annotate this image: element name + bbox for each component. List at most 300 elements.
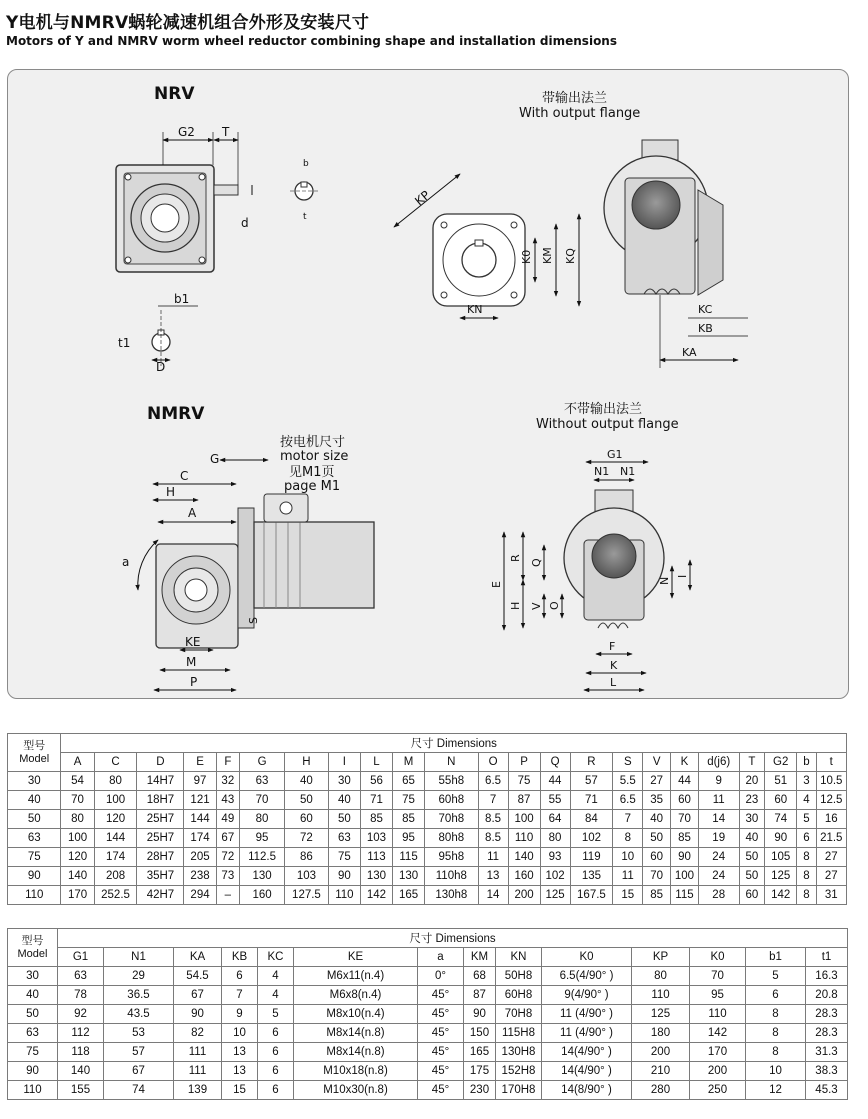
table-cell: 64 [540,810,570,829]
table-cell: 90 [464,1005,496,1024]
table-cell: 4 [258,967,294,986]
table-cell: 294 [184,886,216,905]
table-cell: 5 [797,810,816,829]
table-cell: 6 [797,829,816,848]
table-cell: 110 [508,829,540,848]
bore-keyway-detail [152,310,170,366]
table-cell: 7 [222,986,258,1005]
table-cell: 210 [632,1062,690,1081]
dim-label-E: E [490,581,503,588]
table-cell: 80 [240,810,285,829]
table-cell: 50 [328,810,360,829]
model-cell: 110 [8,886,61,905]
table-cell: 110h8 [425,867,478,886]
table2-col-header: N1 [104,948,174,967]
table-cell: 103 [285,867,329,886]
table-cell: 5 [258,1005,294,1024]
table-cell: 50 [739,867,765,886]
table-cell: 150 [464,1024,496,1043]
table1-col-header: G [240,753,285,772]
table-cell: 125 [765,867,797,886]
without-flange-caption-cn: 不带输出法兰 [564,402,643,417]
table-cell: 6 [222,967,258,986]
table-cell: 100 [508,810,540,829]
technical-drawing [8,70,848,698]
table-cell: 82 [174,1024,222,1043]
dim-label-G2: G2 [178,125,195,139]
table1-model-header [8,734,61,772]
table-cell: 6 [258,1043,294,1062]
table-cell: 90 [174,1005,222,1024]
dim-label-C: C [180,469,189,483]
table-cell: 45° [418,986,464,1005]
table-cell: 43.5 [104,1005,174,1024]
table-cell: 100 [61,829,94,848]
table-cell: 6.5 [613,791,643,810]
table-cell: 45° [418,1081,464,1100]
table-cell: 50H8 [496,967,542,986]
table-cell: 8 [613,829,643,848]
table1-col-header: t [816,753,846,772]
model-cell: 30 [8,967,58,986]
table-cell: 93 [540,848,570,867]
table-cell: 40 [643,810,671,829]
table1-col-header: L [360,753,392,772]
dim-label-Q: Q [530,558,543,567]
table-cell: 85 [671,829,699,848]
table-cell: 70 [690,967,746,986]
table-cell: M8x14(n.8) [294,1043,418,1062]
table-cell: 100 [671,867,699,886]
table1-col-header: V [643,753,671,772]
table-cell: 15 [222,1081,258,1100]
table-cell: 4 [797,791,816,810]
table-cell: 144 [94,829,137,848]
table-cell: 49 [216,810,240,829]
dim-label-V: V [530,602,543,610]
table-cell: 205 [184,848,216,867]
table-cell: 174 [184,829,216,848]
table-cell: 75 [508,772,540,791]
table1-model-en: Model [19,752,50,765]
table2-group-header: 尺寸 Dimensions [58,929,848,948]
table2-model-header [8,929,58,967]
table-cell: 74 [104,1081,174,1100]
table-cell: 7 [478,791,508,810]
table-cell: 27 [816,867,846,886]
dim-label-N1-right: N1 [620,465,636,478]
table-cell: 200 [508,886,540,905]
table-cell: 60 [643,848,671,867]
table-cell: M6x11(n.4) [294,967,418,986]
table-cell: M10x18(n.8) [294,1062,418,1081]
dim-label-G1: G1 [607,448,623,461]
table-cell: 60h8 [425,791,478,810]
table-cell: 140 [58,1062,104,1081]
table1-col-header: F [216,753,240,772]
table-cell: 75 [393,791,425,810]
table-cell: 125 [632,1005,690,1024]
table1-col-header: O [478,753,508,772]
table-cell: 71 [360,791,392,810]
table-row [8,1043,848,1062]
table-cell: 8 [746,1043,806,1062]
dim-label-L: L [610,676,617,689]
table1-col-header: S [613,753,643,772]
table-cell: 45.3 [806,1081,848,1100]
table-cell: 54.5 [174,967,222,986]
table-cell: 74 [765,810,797,829]
table-cell: 55 [540,791,570,810]
table2-col-header: KB [222,948,258,967]
model-cell: 50 [8,1005,58,1024]
dim-label-KP: KP [412,187,433,209]
table-cell: 238 [184,867,216,886]
table-cell: 14(4/90° ) [542,1062,632,1081]
table-cell: 8 [797,848,816,867]
technical-drawing-panel [7,69,849,699]
table-cell: 280 [632,1081,690,1100]
table-row [8,810,847,829]
table-cell: 97 [184,772,216,791]
table1-col-header: d(j6) [698,753,739,772]
table-row [8,1081,848,1100]
table-cell: 7 [613,810,643,829]
table-cell: 31 [816,886,846,905]
dimensions-table-2 [7,928,848,1100]
table-cell: M6x8(n.4) [294,986,418,1005]
table-cell: 14 [478,886,508,905]
table-cell: 73 [216,867,240,886]
table-cell: 102 [570,829,613,848]
table-cell: 31.3 [806,1043,848,1062]
table1-col-header: M [393,753,425,772]
table-cell: 8 [746,1005,806,1024]
table-cell: 142 [690,1024,746,1043]
table-cell: 90 [765,829,797,848]
dim-label-KC: KC [698,303,713,316]
dim-label-F: F [609,640,616,653]
table2-col-header: K0 [542,948,632,967]
table1-col-header: G2 [765,753,797,772]
without-flange-caption-en: Without output flange [536,417,679,432]
table2-model-cn: 型号 [21,934,44,947]
table-cell: 115 [671,886,699,905]
table-cell: 167.5 [570,886,613,905]
table-cell: 60H8 [496,986,542,1005]
table-row [8,986,848,1005]
table-cell: 24 [698,848,739,867]
table-cell: 29 [104,967,174,986]
table-cell: 95 [240,829,285,848]
table-cell: 5 [746,967,806,986]
table-cell: 56 [360,772,392,791]
table-cell: 63 [328,829,360,848]
table-cell: 9(4/90° ) [542,986,632,1005]
table-cell: 142 [765,886,797,905]
table-cell: 0° [418,967,464,986]
table-row [8,848,847,867]
table-cell: 70 [643,867,671,886]
table-cell: 87 [464,986,496,1005]
model-cell: 90 [8,1062,58,1081]
table-cell: 112 [58,1024,104,1043]
table1-col-header: K [671,753,699,772]
dim-label-H-side: H [509,601,522,610]
table-cell: 119 [570,848,613,867]
dim-label-I: I [676,574,689,578]
table-row [8,1062,848,1081]
table-cell: 85 [643,886,671,905]
table-cell: 60 [671,791,699,810]
table-cell: 78 [58,986,104,1005]
table-cell: 80 [61,810,94,829]
table-cell: 63 [58,967,104,986]
dim-label-t1: t1 [118,336,131,350]
table-cell: 130 [393,867,425,886]
table-cell: 40 [739,829,765,848]
table-cell: 120 [94,810,137,829]
table-cell: 10 [222,1024,258,1043]
table-cell: 65 [393,772,425,791]
table2-col-header: KE [294,948,418,967]
dim-label-KA: KA [682,346,697,359]
table-cell: 57 [570,772,613,791]
table-cell: 130h8 [425,886,478,905]
table-cell: 71 [570,791,613,810]
with-flange-caption-en: With output flange [519,106,641,121]
motor-size-caption-cn: 按电机尺寸 [280,435,346,450]
table-cell: 80 [632,967,690,986]
dim-label-P: P [190,675,198,689]
table-cell: 10 [746,1062,806,1081]
table-cell: 13 [222,1062,258,1081]
table-cell: 180 [632,1024,690,1043]
table-cell: 45° [418,1005,464,1024]
model-cell: 90 [8,867,61,886]
dim-label-N: N [658,576,671,585]
table-cell: 200 [632,1043,690,1062]
table-cell: 28H7 [137,848,184,867]
table1-col-header: D [137,753,184,772]
table-cell: 140 [508,848,540,867]
dim-label-N1: N1 [594,465,610,478]
table-cell: 200 [690,1062,746,1081]
dim-label-KM: KM [541,247,554,264]
table-cell: 140 [61,867,94,886]
model-cell: 63 [8,1024,58,1043]
table-cell: 85 [393,810,425,829]
table-cell: 14 [698,810,739,829]
table-cell: 11 [698,791,739,810]
table-cell: 63 [240,772,285,791]
table-cell: 32 [216,772,240,791]
table-cell: 6 [746,986,806,1005]
table2-model-en: Model [17,947,48,960]
dim-label-O: O [548,601,561,610]
table1-col-header: R [570,753,613,772]
dim-label-KE: KE [185,635,201,649]
table-cell: 90 [671,848,699,867]
table-row [8,1024,848,1043]
model-cell: 63 [8,829,61,848]
table-cell: 175 [464,1062,496,1081]
table1-col-header: C [94,753,137,772]
table-cell: 170 [61,886,94,905]
table-cell: 45° [418,1062,464,1081]
table-cell: 28.3 [806,1005,848,1024]
dim-label-b1: b1 [174,292,190,306]
table-cell: 11 [478,848,508,867]
table-cell: 125 [540,886,570,905]
table-row [8,829,847,848]
dim-label-t: t [303,212,307,222]
table-cell: 85 [360,810,392,829]
table-cell: 160 [508,867,540,886]
table-cell: 67 [174,986,222,1005]
table-cell: 51 [765,772,797,791]
table-cell: 70 [240,791,285,810]
nrv-flange-side-view [604,140,723,295]
table-cell: 3 [797,772,816,791]
table-cell: 10 [613,848,643,867]
table-cell: 9 [698,772,739,791]
table-cell: 12.5 [816,791,846,810]
table-cell: 103 [360,829,392,848]
table-row [8,867,847,886]
model-cell: 75 [8,1043,58,1062]
table2-col-header: a [418,948,464,967]
table-cell: 13 [222,1043,258,1062]
table-cell: 42H7 [137,886,184,905]
table-cell: 35H7 [137,867,184,886]
model-cell: 30 [8,772,61,791]
table-cell: 72 [285,829,329,848]
table-cell: 38.3 [806,1062,848,1081]
dim-label-H: H [166,485,176,499]
table-cell: 113 [360,848,392,867]
page-ref-caption-cn: 见M1页 [289,465,335,480]
dim-label-R: R [509,554,522,562]
table-cell: 11 [613,867,643,886]
table-cell: 165 [393,886,425,905]
table-cell: 24 [698,867,739,886]
table-cell: 60 [285,810,329,829]
table-cell: 208 [94,867,137,886]
table-cell: 43 [216,791,240,810]
table-cell: 55h8 [425,772,478,791]
table-cell: 45° [418,1024,464,1043]
table-cell: 54 [61,772,94,791]
table-cell: – [216,886,240,905]
table-cell: 68 [464,967,496,986]
dim-label-KQ: KQ [564,248,577,264]
table-cell: 14(8/90° ) [542,1081,632,1100]
table-cell: 67 [104,1062,174,1081]
table-cell: 11 (4/90° ) [542,1005,632,1024]
table-cell: 50 [285,791,329,810]
table-cell: 8 [746,1024,806,1043]
table-cell: 86 [285,848,329,867]
table-cell: 16.3 [806,967,848,986]
dim-label-KN: KN [467,303,483,316]
table-cell: 70H8 [496,1005,542,1024]
table-cell: 121 [184,791,216,810]
table-cell: 95 [393,829,425,848]
table-cell: 6 [258,1081,294,1100]
table-row [8,772,847,791]
table-cell: 45° [418,1043,464,1062]
table-cell: 155 [58,1081,104,1100]
table1-col-header: E [184,753,216,772]
table-cell: 160 [240,886,285,905]
table-cell: 27 [816,848,846,867]
table1-col-header: N [425,753,478,772]
table-cell: 95 [690,986,746,1005]
table2-col-header: K0 [690,948,746,967]
dim-label-S: S [247,617,260,624]
page-title-en: Motors of Y and NMRV worm wheel reductor combining shape and installation dimensions [6,34,617,48]
table-cell: 20 [739,772,765,791]
page-title-cn: Y电机与NMRV蜗轮减速机组合外形及安装尺寸 [6,13,370,33]
dim-label-b: b [303,159,309,169]
table-cell: 27 [643,772,671,791]
dim-label-A: A [188,506,197,520]
with-flange-caption-cn: 带输出法兰 [542,91,608,106]
table-cell: 87 [508,791,540,810]
table1-col-header: Q [540,753,570,772]
table2-col-header: KP [632,948,690,967]
table-cell: 6 [258,1024,294,1043]
shaft-keyway-detail [290,182,318,200]
table-cell: M10x30(n.8) [294,1081,418,1100]
table1-group-header: 尺寸 Dimensions [61,734,847,753]
table-cell: 130 [240,867,285,886]
table-cell: 80 [540,829,570,848]
table-cell: 70h8 [425,810,478,829]
dim-label-a: a [122,555,130,569]
motor-size-caption-en: motor size [280,449,349,464]
table-cell: 120 [61,848,94,867]
table1-col-header: I [328,753,360,772]
table-row [8,967,848,986]
table2-col-header: b1 [746,948,806,967]
table-cell: 95h8 [425,848,478,867]
table-cell: 14(4/90° ) [542,1043,632,1062]
table-cell: 6.5 [478,772,508,791]
table-cell: 35 [643,791,671,810]
table-cell: 12 [746,1081,806,1100]
table-cell: 9 [222,1005,258,1024]
table-cell: 8 [797,867,816,886]
table-cell: 174 [94,848,137,867]
table-cell: 50 [739,848,765,867]
table-cell: 10.5 [816,772,846,791]
table-cell: 139 [174,1081,222,1100]
table-cell: 6 [258,1062,294,1081]
table1-col-header: b [797,753,816,772]
table-cell: 252.5 [94,886,137,905]
model-cell: 110 [8,1081,58,1100]
dim-label-d: d [241,216,249,230]
table-cell: 60 [765,791,797,810]
table-cell: 40 [328,791,360,810]
model-cell: 40 [8,791,61,810]
dim-label-M: M [186,655,197,669]
table-cell: 16 [816,810,846,829]
table-cell: 230 [464,1081,496,1100]
table-cell: 144 [184,810,216,829]
